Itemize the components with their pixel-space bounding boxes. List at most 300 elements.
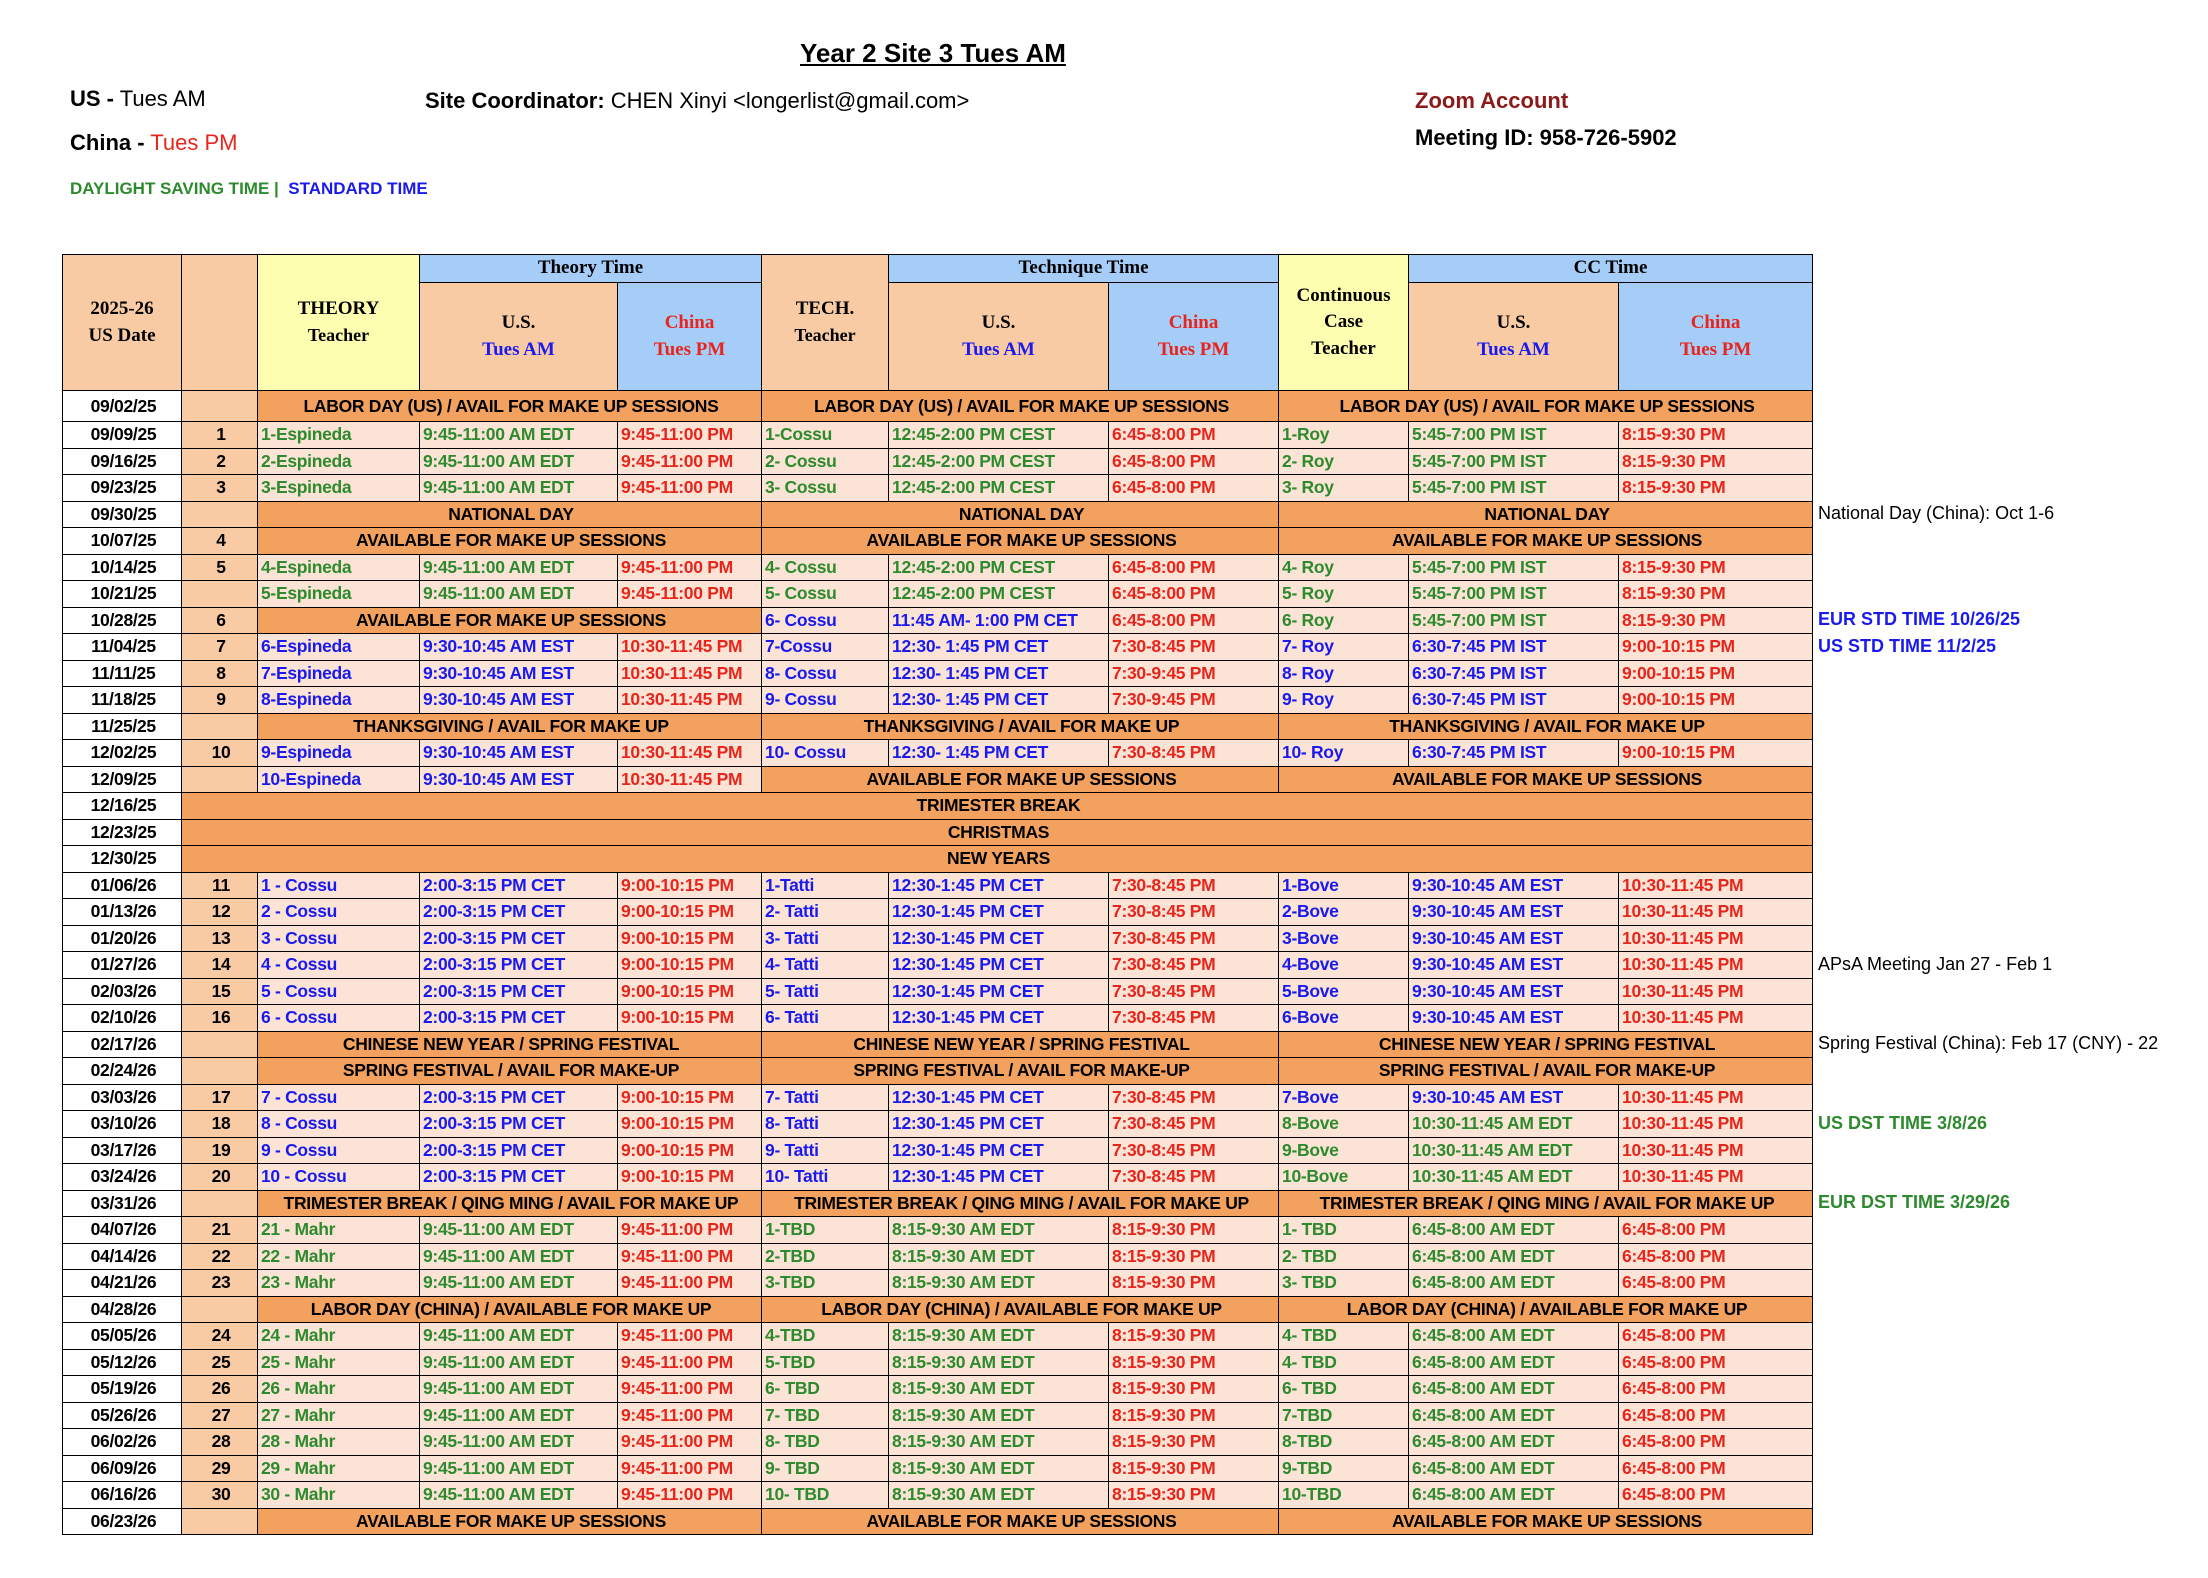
technique-time-header: Technique Time <box>889 255 1279 283</box>
tech-us-time: 12:30-1:45 PM CET <box>889 1164 1109 1191</box>
cc-us-time: 6:45-8:00 AM EDT <box>1409 1323 1619 1350</box>
theory-teacher: 24 - Mahr <box>258 1323 420 1350</box>
tech-teacher: 4-TBD <box>762 1323 889 1350</box>
date-cell: 12/09/25 <box>63 766 182 793</box>
session-number-cell <box>182 1296 258 1323</box>
side-note: US DST TIME 3/8/26 <box>1818 1112 1988 1133</box>
date-cell: 03/31/26 <box>63 1190 182 1217</box>
theory-china-time: 9:00-10:15 PM <box>618 952 762 979</box>
theory-china-time: 9:00-10:15 PM <box>618 1084 762 1111</box>
theory-event: TRIMESTER BREAK / QING MING / AVAIL FOR MAKE UP <box>258 1190 762 1217</box>
tech-china-time: 6:45-8:00 PM <box>1109 581 1279 608</box>
theory-china-time: 9:45-11:00 PM <box>618 1376 762 1403</box>
date-cell: 04/14/26 <box>63 1243 182 1270</box>
tech-us-time: 8:15-9:30 AM EDT <box>889 1270 1109 1297</box>
tech-teacher: 2-TBD <box>762 1243 889 1270</box>
theory-us-time: 2:00-3:15 PM CET <box>420 1084 618 1111</box>
tech-teacher: 10- TBD <box>762 1482 889 1509</box>
cc-teacher: 9-Bove <box>1279 1137 1409 1164</box>
cc-china-time: 9:00-10:15 PM <box>1619 740 1813 767</box>
theory-teacher: 7 - Cossu <box>258 1084 420 1111</box>
cc-china-time: 8:15-9:30 PM <box>1619 554 1813 581</box>
date-cell: 03/24/26 <box>63 1164 182 1191</box>
tech-china-time: 6:45-8:00 PM <box>1109 554 1279 581</box>
theory-us-time: 9:45-11:00 AM EDT <box>420 422 618 449</box>
tech-teacher: 6- TBD <box>762 1376 889 1403</box>
tech-teacher: 10- Cossu <box>762 740 889 767</box>
cc-china-time: 8:15-9:30 PM <box>1619 607 1813 634</box>
tech-china-time: 8:15-9:30 PM <box>1109 1217 1279 1244</box>
table-row <box>63 1376 1813 1403</box>
date-cell: 10/07/25 <box>63 528 182 555</box>
theory-teacher: 5-Espineda <box>258 581 420 608</box>
cc-china-time: 10:30-11:45 PM <box>1619 978 1813 1005</box>
cc-us-time: 9:30-10:45 AM EST <box>1409 1084 1619 1111</box>
theory-event: AVAILABLE FOR MAKE UP SESSIONS <box>258 607 762 634</box>
tech-us-time: 12:30-1:45 PM CET <box>889 1111 1109 1138</box>
cc-china-header: China Tues PM <box>1619 283 1813 391</box>
date-cell: 04/21/26 <box>63 1270 182 1297</box>
us-timezone-line <box>70 86 206 112</box>
theory-us-time: 9:45-11:00 AM EDT <box>420 1323 618 1350</box>
tech-teacher: 2- Tatti <box>762 899 889 926</box>
cc-teacher: 1-Roy <box>1279 422 1409 449</box>
table-row <box>63 1349 1813 1376</box>
tech-china-time: 8:15-9:30 PM <box>1109 1402 1279 1429</box>
session-number-cell: 8 <box>182 660 258 687</box>
theory-china-time: 9:45-11:00 PM <box>618 1323 762 1350</box>
theory-china-time: 9:00-10:15 PM <box>618 978 762 1005</box>
tech-china-time: 6:45-8:00 PM <box>1109 448 1279 475</box>
tech-us-time: 12:30-1:45 PM CET <box>889 1084 1109 1111</box>
coordinator-value: CHEN Xinyi <longerlist@gmail.com> <box>604 88 970 113</box>
cc-china-time: 8:15-9:30 PM <box>1619 422 1813 449</box>
tech-us-time: 8:15-9:30 AM EDT <box>889 1402 1109 1429</box>
theory-china-time: 9:00-10:15 PM <box>618 925 762 952</box>
table-row <box>63 819 1813 846</box>
table-row <box>63 391 1813 422</box>
site-coordinator <box>425 88 969 114</box>
tech-us-time: 8:15-9:30 AM EDT <box>889 1455 1109 1482</box>
date-cell: 05/19/26 <box>63 1376 182 1403</box>
theory-china-time: 9:45-11:00 PM <box>618 448 762 475</box>
cc-teacher: 10-TBD <box>1279 1482 1409 1509</box>
theory-us-time: 9:30-10:45 AM EST <box>420 687 618 714</box>
tech-teacher: 2- Cossu <box>762 448 889 475</box>
session-number-cell: 21 <box>182 1217 258 1244</box>
session-number-cell: 12 <box>182 899 258 926</box>
date-cell: 06/23/26 <box>63 1508 182 1535</box>
tech-china-header: China Tues PM <box>1109 283 1279 391</box>
theory-us-time: 9:30-10:45 AM EST <box>420 660 618 687</box>
table-row <box>63 1455 1813 1482</box>
date-cell: 12/02/25 <box>63 740 182 767</box>
table-row <box>63 1296 1813 1323</box>
date-cell: 09/09/25 <box>63 422 182 449</box>
session-number-cell: 14 <box>182 952 258 979</box>
theory-china-time: 9:00-10:15 PM <box>618 1137 762 1164</box>
table-row <box>63 1429 1813 1456</box>
tech-china-time: 7:30-9:45 PM <box>1109 660 1279 687</box>
theory-event: AVAILABLE FOR MAKE UP SESSIONS <box>258 1508 762 1535</box>
session-number-cell <box>182 581 258 608</box>
session-number-header <box>182 255 258 391</box>
cc-us-time: 9:30-10:45 AM EST <box>1409 872 1619 899</box>
cc-us-time: 6:30-7:45 PM IST <box>1409 660 1619 687</box>
coordinator-label: Site Coordinator: <box>425 88 605 113</box>
theory-us-time: 2:00-3:15 PM CET <box>420 872 618 899</box>
cc-teacher: 8- Roy <box>1279 660 1409 687</box>
china-timezone-line <box>70 130 237 156</box>
tech-us-time: 8:15-9:30 AM EDT <box>889 1349 1109 1376</box>
theory-teacher: 2-Espineda <box>258 448 420 475</box>
tech-event: LABOR DAY (CHINA) / AVAILABLE FOR MAKE UP <box>762 1296 1279 1323</box>
theory-teacher: 26 - Mahr <box>258 1376 420 1403</box>
us-value: Tues AM <box>114 86 206 111</box>
tech-event: TRIMESTER BREAK / QING MING / AVAIL FOR MAKE UP <box>762 1190 1279 1217</box>
cc-us-time: 9:30-10:45 AM EST <box>1409 925 1619 952</box>
cc-event: LABOR DAY (CHINA) / AVAILABLE FOR MAKE UP <box>1279 1296 1813 1323</box>
theory-us-time: 9:45-11:00 AM EDT <box>420 1217 618 1244</box>
tech-china-time: 6:45-8:00 PM <box>1109 607 1279 634</box>
table-row <box>63 1111 1813 1138</box>
session-number-cell: 18 <box>182 1111 258 1138</box>
theory-china-time: 9:45-11:00 PM <box>618 554 762 581</box>
theory-teacher: 3-Espineda <box>258 475 420 502</box>
cc-teacher: 2- Roy <box>1279 448 1409 475</box>
cc-us-time: 6:45-8:00 AM EDT <box>1409 1455 1619 1482</box>
cc-china-time: 10:30-11:45 PM <box>1619 1084 1813 1111</box>
table-row <box>63 581 1813 608</box>
tech-teacher: 9- Tatti <box>762 1137 889 1164</box>
cc-teacher: 1-Bove <box>1279 872 1409 899</box>
session-number-cell: 3 <box>182 475 258 502</box>
date-cell: 05/12/26 <box>63 1349 182 1376</box>
theory-teacher: 21 - Mahr <box>258 1217 420 1244</box>
table-row <box>63 846 1813 873</box>
cc-us-time: 6:45-8:00 AM EDT <box>1409 1376 1619 1403</box>
table-row <box>63 1217 1813 1244</box>
side-note: National Day (China): Oct 1-6 <box>1818 503 2055 524</box>
theory-teacher: 9 - Cossu <box>258 1137 420 1164</box>
tech-event: SPRING FESTIVAL / AVAIL FOR MAKE-UP <box>762 1058 1279 1085</box>
tech-teacher: 7- TBD <box>762 1402 889 1429</box>
cc-event: AVAILABLE FOR MAKE UP SESSIONS <box>1279 528 1813 555</box>
session-number-cell <box>182 501 258 528</box>
table-row <box>63 1164 1813 1191</box>
tech-china-time: 7:30-9:45 PM <box>1109 687 1279 714</box>
date-cell: 03/17/26 <box>63 1137 182 1164</box>
tech-china-time: 7:30-8:45 PM <box>1109 952 1279 979</box>
legend-std: STANDARD TIME <box>288 179 428 198</box>
theory-event: SPRING FESTIVAL / AVAIL FOR MAKE-UP <box>258 1058 762 1085</box>
cc-event: AVAILABLE FOR MAKE UP SESSIONS <box>1279 1508 1813 1535</box>
cc-us-time: 5:45-7:00 PM IST <box>1409 607 1619 634</box>
session-number-cell: 30 <box>182 1482 258 1509</box>
cc-time-header: CC Time <box>1409 255 1813 283</box>
tech-teacher: 5- Cossu <box>762 581 889 608</box>
theory-us-time: 2:00-3:15 PM CET <box>420 952 618 979</box>
tech-teacher: 8- Cossu <box>762 660 889 687</box>
tech-us-time: 8:15-9:30 AM EDT <box>889 1323 1109 1350</box>
cc-us-time: 6:45-8:00 AM EDT <box>1409 1270 1619 1297</box>
table-row <box>63 501 1813 528</box>
cc-china-time: 10:30-11:45 PM <box>1619 1137 1813 1164</box>
theory-event: NATIONAL DAY <box>258 501 762 528</box>
session-number-cell: 20 <box>182 1164 258 1191</box>
cc-us-time: 6:45-8:00 AM EDT <box>1409 1243 1619 1270</box>
session-number-cell: 24 <box>182 1323 258 1350</box>
theory-china-time: 9:00-10:15 PM <box>618 1005 762 1032</box>
theory-us-time: 2:00-3:15 PM CET <box>420 925 618 952</box>
theory-us-time: 9:30-10:45 AM EST <box>420 634 618 661</box>
cc-us-time: 9:30-10:45 AM EST <box>1409 1005 1619 1032</box>
session-number-cell: 7 <box>182 634 258 661</box>
theory-china-time: 9:00-10:15 PM <box>618 899 762 926</box>
cc-teacher-header: Continuous Case Teacher <box>1279 255 1409 391</box>
cc-china-time: 10:30-11:45 PM <box>1619 952 1813 979</box>
theory-us-time: 9:45-11:00 AM EDT <box>420 581 618 608</box>
cc-china-time: 6:45-8:00 PM <box>1619 1243 1813 1270</box>
cc-teacher: 6-Bove <box>1279 1005 1409 1032</box>
theory-teacher: 9-Espineda <box>258 740 420 767</box>
cc-teacher: 2-Bove <box>1279 899 1409 926</box>
cc-china-time: 6:45-8:00 PM <box>1619 1323 1813 1350</box>
cc-event: CHINESE NEW YEAR / SPRING FESTIVAL <box>1279 1031 1813 1058</box>
tech-china-time: 8:15-9:30 PM <box>1109 1349 1279 1376</box>
tech-event: AVAILABLE FOR MAKE UP SESSIONS <box>762 1508 1279 1535</box>
theory-china-time: 9:45-11:00 PM <box>618 1217 762 1244</box>
session-number-cell: 22 <box>182 1243 258 1270</box>
tech-us-time: 12:30- 1:45 PM CET <box>889 687 1109 714</box>
session-number-cell <box>182 713 258 740</box>
tech-china-time: 7:30-8:45 PM <box>1109 899 1279 926</box>
session-number-cell: 17 <box>182 1084 258 1111</box>
session-number-cell <box>182 1031 258 1058</box>
session-number-cell: 6 <box>182 607 258 634</box>
theory-teacher: 25 - Mahr <box>258 1349 420 1376</box>
cc-china-time: 6:45-8:00 PM <box>1619 1376 1813 1403</box>
cc-teacher: 1- TBD <box>1279 1217 1409 1244</box>
session-number-cell <box>182 1058 258 1085</box>
tech-event: AVAILABLE FOR MAKE UP SESSIONS <box>762 766 1279 793</box>
tech-china-time: 8:15-9:30 PM <box>1109 1482 1279 1509</box>
theory-china-time: 9:45-11:00 PM <box>618 1482 762 1509</box>
tech-us-time: 12:30-1:45 PM CET <box>889 1005 1109 1032</box>
theory-us-time: 2:00-3:15 PM CET <box>420 1164 618 1191</box>
theory-us-time: 9:45-11:00 AM EDT <box>420 554 618 581</box>
tech-us-time: 12:30- 1:45 PM CET <box>889 660 1109 687</box>
cc-us-time: 5:45-7:00 PM IST <box>1409 422 1619 449</box>
session-number-cell: 2 <box>182 448 258 475</box>
theory-teacher: 29 - Mahr <box>258 1455 420 1482</box>
tech-teacher: 8- Tatti <box>762 1111 889 1138</box>
table-row <box>63 1190 1813 1217</box>
table-header <box>63 255 1813 391</box>
cc-china-time: 10:30-11:45 PM <box>1619 872 1813 899</box>
date-cell: 03/10/26 <box>63 1111 182 1138</box>
cc-event: SPRING FESTIVAL / AVAIL FOR MAKE-UP <box>1279 1058 1813 1085</box>
table-row <box>63 1137 1813 1164</box>
cc-us-time: 6:30-7:45 PM IST <box>1409 740 1619 767</box>
side-note: EUR STD TIME 10/26/25 <box>1818 609 2021 630</box>
date-cell: 09/30/25 <box>63 501 182 528</box>
cc-teacher: 7-TBD <box>1279 1402 1409 1429</box>
table-row <box>63 1005 1813 1032</box>
date-cell: 10/14/25 <box>63 554 182 581</box>
table-row <box>63 448 1813 475</box>
table-row <box>63 554 1813 581</box>
date-cell: 06/09/26 <box>63 1455 182 1482</box>
session-number-cell: 4 <box>182 528 258 555</box>
theory-china-time: 9:45-11:00 PM <box>618 1402 762 1429</box>
theory-us-time: 9:30-10:45 AM EST <box>420 766 618 793</box>
session-number-cell: 9 <box>182 687 258 714</box>
cc-us-time: 10:30-11:45 AM EDT <box>1409 1137 1619 1164</box>
table-row <box>63 660 1813 687</box>
cc-teacher: 6- TBD <box>1279 1376 1409 1403</box>
cc-teacher: 5-Bove <box>1279 978 1409 1005</box>
theory-us-time: 9:45-11:00 AM EDT <box>420 1429 618 1456</box>
cc-us-time: 6:45-8:00 AM EDT <box>1409 1349 1619 1376</box>
session-number-cell: 13 <box>182 925 258 952</box>
tech-china-time: 8:15-9:30 PM <box>1109 1429 1279 1456</box>
table-row <box>63 528 1813 555</box>
tech-teacher: 1-TBD <box>762 1217 889 1244</box>
cc-china-time: 8:15-9:30 PM <box>1619 475 1813 502</box>
theory-teacher: 4 - Cossu <box>258 952 420 979</box>
tech-us-time: 12:30-1:45 PM CET <box>889 872 1109 899</box>
date-cell: 02/03/26 <box>63 978 182 1005</box>
theory-teacher: 4-Espineda <box>258 554 420 581</box>
table-row <box>63 872 1813 899</box>
cc-teacher: 10-Bove <box>1279 1164 1409 1191</box>
cc-teacher: 4-Bove <box>1279 952 1409 979</box>
theory-teacher: 5 - Cossu <box>258 978 420 1005</box>
tech-teacher: 7-Cossu <box>762 634 889 661</box>
cc-us-time: 10:30-11:45 AM EDT <box>1409 1164 1619 1191</box>
tech-china-time: 8:15-9:30 PM <box>1109 1270 1279 1297</box>
theory-china-time: 9:00-10:15 PM <box>618 1164 762 1191</box>
theory-teacher: 1-Espineda <box>258 422 420 449</box>
theory-china-time: 9:45-11:00 PM <box>618 1349 762 1376</box>
table-row <box>63 740 1813 767</box>
theory-event: CHINESE NEW YEAR / SPRING FESTIVAL <box>258 1031 762 1058</box>
tech-china-time: 7:30-8:45 PM <box>1109 872 1279 899</box>
theory-china-time: 9:45-11:00 PM <box>618 475 762 502</box>
date-cell: 05/26/26 <box>63 1402 182 1429</box>
tech-us-time: 12:45-2:00 PM CEST <box>889 554 1109 581</box>
tech-teacher: 5- Tatti <box>762 978 889 1005</box>
theory-teacher: 27 - Mahr <box>258 1402 420 1429</box>
tech-china-time: 7:30-8:45 PM <box>1109 740 1279 767</box>
cc-china-time: 6:45-8:00 PM <box>1619 1482 1813 1509</box>
session-number-cell: 29 <box>182 1455 258 1482</box>
schedule-table-wrap <box>62 254 1812 1535</box>
theory-time-header: Theory Time <box>420 255 762 283</box>
session-number-cell: 27 <box>182 1402 258 1429</box>
tech-china-time: 7:30-8:45 PM <box>1109 978 1279 1005</box>
cc-teacher: 9-TBD <box>1279 1455 1409 1482</box>
theory-us-time: 9:45-11:00 AM EDT <box>420 1243 618 1270</box>
table-row <box>63 713 1813 740</box>
china-value: Tues PM <box>144 130 238 155</box>
tech-us-time: 8:15-9:30 AM EDT <box>889 1243 1109 1270</box>
tech-us-time: 12:45-2:00 PM CEST <box>889 581 1109 608</box>
full-width-event: NEW YEARS <box>182 846 1813 873</box>
cc-china-time: 9:00-10:15 PM <box>1619 687 1813 714</box>
theory-teacher: 23 - Mahr <box>258 1270 420 1297</box>
theory-china-time: 9:45-11:00 PM <box>618 581 762 608</box>
theory-us-time: 9:45-11:00 AM EDT <box>420 448 618 475</box>
tech-us-time: 8:15-9:30 AM EDT <box>889 1217 1109 1244</box>
cc-us-time: 6:45-8:00 AM EDT <box>1409 1402 1619 1429</box>
tech-us-time: 12:45-2:00 PM CEST <box>889 475 1109 502</box>
tech-china-time: 6:45-8:00 PM <box>1109 422 1279 449</box>
tech-china-time: 7:30-8:45 PM <box>1109 925 1279 952</box>
cc-china-time: 9:00-10:15 PM <box>1619 660 1813 687</box>
tech-event: AVAILABLE FOR MAKE UP SESSIONS <box>762 528 1279 555</box>
date-cell: 01/06/26 <box>63 872 182 899</box>
theory-teacher: 30 - Mahr <box>258 1482 420 1509</box>
date-cell: 06/02/26 <box>63 1429 182 1456</box>
session-number-cell: 1 <box>182 422 258 449</box>
tech-china-time: 7:30-8:45 PM <box>1109 634 1279 661</box>
theory-us-time: 9:30-10:45 AM EST <box>420 740 618 767</box>
date-cell: 10/28/25 <box>63 607 182 634</box>
cc-us-time: 5:45-7:00 PM IST <box>1409 581 1619 608</box>
tech-event: THANKSGIVING / AVAIL FOR MAKE UP <box>762 713 1279 740</box>
tech-teacher-header: TECH. Teacher <box>762 255 889 391</box>
session-number-cell <box>182 1190 258 1217</box>
theory-teacher: 2 - Cossu <box>258 899 420 926</box>
cc-teacher: 4- Roy <box>1279 554 1409 581</box>
cc-china-time: 8:15-9:30 PM <box>1619 448 1813 475</box>
table-row <box>63 899 1813 926</box>
theory-us-header: U.S. Tues AM <box>420 283 618 391</box>
side-note: APsA Meeting Jan 27 - Feb 1 <box>1818 953 2053 974</box>
cc-china-time: 10:30-11:45 PM <box>1619 899 1813 926</box>
theory-us-time: 2:00-3:15 PM CET <box>420 1111 618 1138</box>
tech-teacher: 6- Cossu <box>762 607 889 634</box>
cc-teacher: 4- TBD <box>1279 1349 1409 1376</box>
cc-china-time: 10:30-11:45 PM <box>1619 925 1813 952</box>
date-column-header: 2025-26 US Date <box>63 255 182 391</box>
date-cell: 06/16/26 <box>63 1482 182 1509</box>
cc-us-time: 6:45-8:00 AM EDT <box>1409 1482 1619 1509</box>
tech-us-time: 12:30-1:45 PM CET <box>889 899 1109 926</box>
tech-us-time: 12:30-1:45 PM CET <box>889 1137 1109 1164</box>
side-note: Spring Festival (China): Feb 17 (CNY) - 22 <box>1818 1033 2159 1054</box>
cc-china-time: 6:45-8:00 PM <box>1619 1455 1813 1482</box>
table-row <box>63 607 1813 634</box>
table-row <box>63 793 1813 820</box>
cc-china-time: 8:15-9:30 PM <box>1619 581 1813 608</box>
cc-event: NATIONAL DAY <box>1279 501 1813 528</box>
tech-teacher: 9- TBD <box>762 1455 889 1482</box>
theory-china-time: 10:30-11:45 PM <box>618 687 762 714</box>
cc-china-time: 6:45-8:00 PM <box>1619 1429 1813 1456</box>
table-row <box>63 1058 1813 1085</box>
theory-teacher: 10 - Cossu <box>258 1164 420 1191</box>
theory-china-time: 9:45-11:00 PM <box>618 1429 762 1456</box>
tech-china-time: 7:30-8:45 PM <box>1109 1137 1279 1164</box>
tech-china-time: 7:30-8:45 PM <box>1109 1005 1279 1032</box>
theory-event: AVAILABLE FOR MAKE UP SESSIONS <box>258 528 762 555</box>
cc-china-time: 6:45-8:00 PM <box>1619 1270 1813 1297</box>
theory-us-time: 2:00-3:15 PM CET <box>420 1137 618 1164</box>
tech-china-time: 7:30-8:45 PM <box>1109 1111 1279 1138</box>
